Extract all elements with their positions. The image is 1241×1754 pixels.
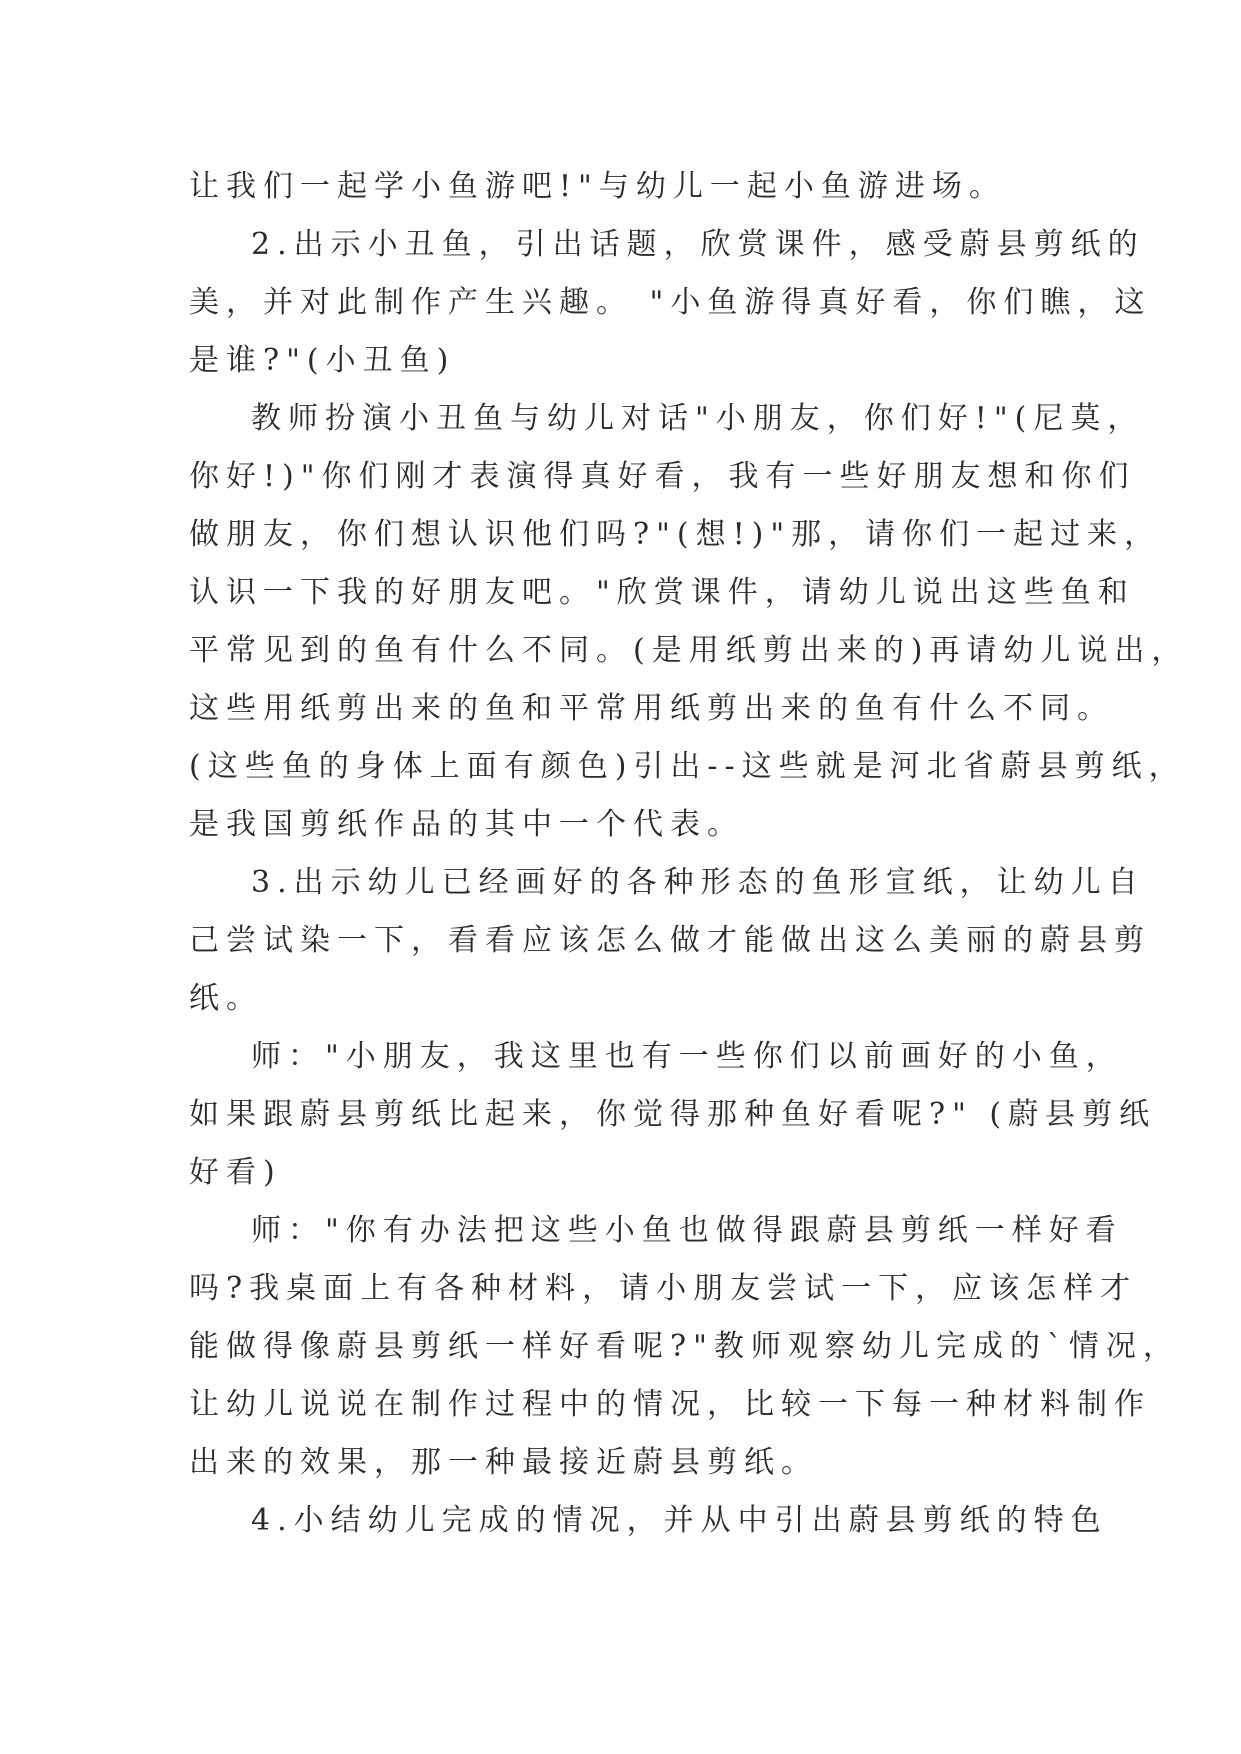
text-line: 你好!)"你们刚才表演得真好看，我有一些好朋友想和你们 — [189, 459, 1136, 494]
document-body — [189, 158, 1189, 1550]
text-line: 让我们一起学小鱼游吧!"与幼儿一起小鱼游进场。 — [189, 169, 1006, 204]
text-line: 让幼儿说说在制作过程中的情况，比较一下每一种材料制作 — [189, 1387, 1151, 1422]
text-line: 出来的效果，那一种最接近蔚县剪纸。 — [189, 1445, 818, 1480]
paragraph-first-line: 师："你有办法把这些小鱼也做得跟蔚县剪纸一样好看 — [251, 1213, 1123, 1248]
paragraph-first-line: 师："小朋友，我这里也有一些你们以前画好的小鱼， — [251, 1039, 1123, 1074]
text-line: 平常见到的鱼有什么不同。(是用纸剪出来的)再请幼儿说出， — [189, 633, 1189, 668]
text-line: 吗?我桌面上有各种材料，请小朋友尝试一下，应该怎样才 — [189, 1271, 1138, 1306]
paragraph-first-line: 4.小结幼儿完成的情况，并从中引出蔚县剪纸的特色 — [251, 1503, 1108, 1538]
text-line: (这些鱼的身体上面有颜色)引出--这些就是河北省蔚县剪纸， — [189, 749, 1186, 784]
text-line: 好看) — [189, 1155, 282, 1190]
text-line: 做朋友，你们想认识他们吗?"(想!)"那，请你们一起过来， — [189, 517, 1162, 552]
text-line: 是谁?"(小丑鱼) — [189, 343, 456, 378]
paragraph-first-line: 2.出示小丑鱼，引出话题，欣赏课件，感受蔚县剪纸的 — [251, 227, 1145, 262]
paragraph-first-line: 3.出示幼儿已经画好的各种形态的鱼形宣纸，让幼儿自 — [251, 865, 1145, 900]
text-line: 纸。 — [189, 981, 263, 1016]
text-line: 认识一下我的好朋友吧。"欣赏课件，请幼儿说出这些鱼和 — [189, 575, 1135, 610]
text-line: 如果跟蔚县剪纸比起来，你觉得那种鱼好看呢?" (蔚县剪纸 — [189, 1097, 1157, 1132]
text-line: 是我国剪纸作品的其中一个代表。 — [189, 807, 744, 842]
text-line: 能做得像蔚县剪纸一样好看呢?"教师观察幼儿完成的`情况， — [189, 1329, 1180, 1364]
text-line: 己尝试染一下，看看应该怎么做才能做出这么美丽的蔚县剪 — [189, 923, 1151, 958]
text-line: 美，并对此制作产生兴趣。 "小鱼游得真好看，你们瞧，这 — [189, 285, 1152, 320]
paragraph-first-line: 教师扮演小丑鱼与幼儿对话"小朋友，你们好!"(尼莫， — [251, 401, 1145, 436]
text-line: 这些用纸剪出来的鱼和平常用纸剪出来的鱼有什么不同。 — [189, 691, 1114, 726]
